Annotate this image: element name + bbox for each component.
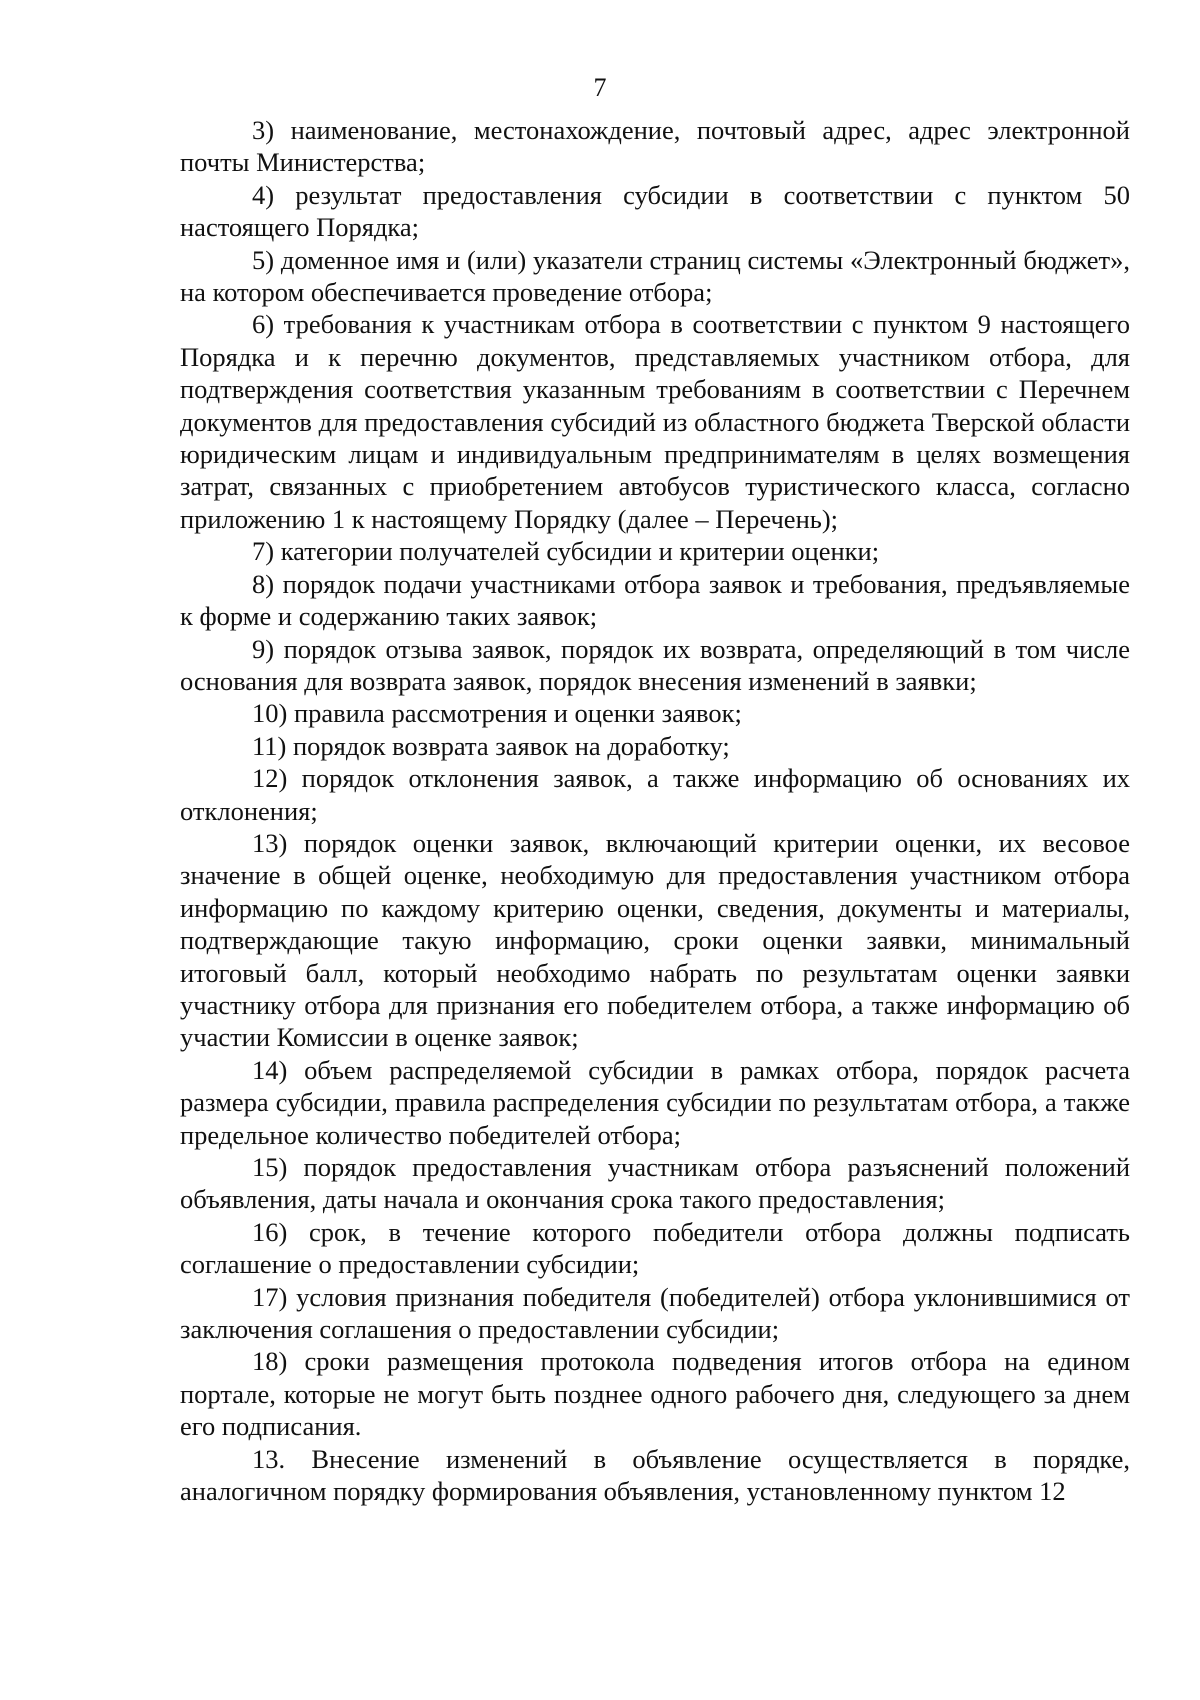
page-number: 7: [593, 73, 607, 102]
list-item-8: 8) порядок подачи участниками отбора заявок и требования, предъявляемые к форме и содержанию таких заявок;: [180, 568, 1130, 632]
list-item-17: 17) условия признания победителя (победителей) отбора уклонившимися от заключения соглашения о предоставлении субсидии;: [180, 1281, 1130, 1345]
list-item-4: 4) результат предоставления субсидии в соответствии с пунктом 50 настоящего Порядка;: [180, 179, 1130, 243]
list-item-12: 12) порядок отклонения заявок, а также информацию об основаниях их отклонения;: [180, 763, 1130, 826]
list-item-16: 16) срок, в течение которого победители отбора должны подписать соглашение о предоставлении субсидии;: [180, 1216, 1130, 1280]
list-item-13: 13) порядок оценки заявок, включающий критерии оценки, их весовое значение в общей оценке, необходимую для предоставления участником отбора информацию по каждому критерию оценки, сведения, документы и материалы, подтверждающие такую информацию, сроки оценки заявки, минимальный итоговый балл, который необходимо набрать по результатам оценки заявки участнику отбора для признания его победителем отбора, а также информацию об участии Комиссии в оценке заявок;: [180, 827, 1130, 1053]
document-body: [180, 114, 1130, 1507]
list-item-3: 3) наименование, местонахождение, почтовый адрес, адрес электронной почты Министерства;: [180, 115, 1130, 178]
list-item-18: 18) сроки размещения протокола подведения итогов отбора на едином портале, которые не могут быть позднее одного рабочего дня, следующего за днем его подписания.: [180, 1346, 1130, 1442]
list-item-7: 7) категории получателей субсидии и критерии оценки;: [252, 536, 880, 567]
list-item-10: 10) правила рассмотрения и оценки заявок;: [252, 698, 742, 729]
clause-13: 13. Внесение изменений в объявление осуществляется в порядке, аналогичном порядку формирования объявления, установленному пунктом 12: [180, 1443, 1130, 1507]
list-item-15: 15) порядок предоставления участникам отбора разъяснений положений объявления, даты начала и окончания срока такого предоставления;: [180, 1152, 1130, 1215]
list-item-5: 5) доменное имя и (или) указатели страниц системы «Электронный бюджет», на котором обеспечивается проведение отбора;: [180, 244, 1130, 308]
list-item-6: 6) требования к участникам отбора в соответствии с пунктом 9 настоящего Порядка и к перечню документов, представляемых участником отбора, для подтверждения соответствия указанным требованиям в соответствии с Перечнем документов для предоставления субсидий из областного бюджета Тверской области юридическим лицам и индивидуальным предпринимателям в целях возмещения затрат, связанных с приобретением автобусов туристического класса, согласно приложению 1 к настоящему Порядку (далее – Перечень);: [180, 309, 1130, 534]
list-item-9: 9) порядок отзыва заявок, порядок их возврата, определяющий в том числе основания для возврата заявок, порядок внесения изменений в заявки;: [180, 633, 1130, 696]
list-item-14: 14) объем распределяемой субсидии в рамках отбора, порядок расчета размера субсидии, правила распределения субсидии по результатам отбора, а также предельное количество победителей отбора;: [180, 1054, 1130, 1150]
list-item-11: 11) порядок возврата заявок на доработку;: [252, 730, 730, 761]
